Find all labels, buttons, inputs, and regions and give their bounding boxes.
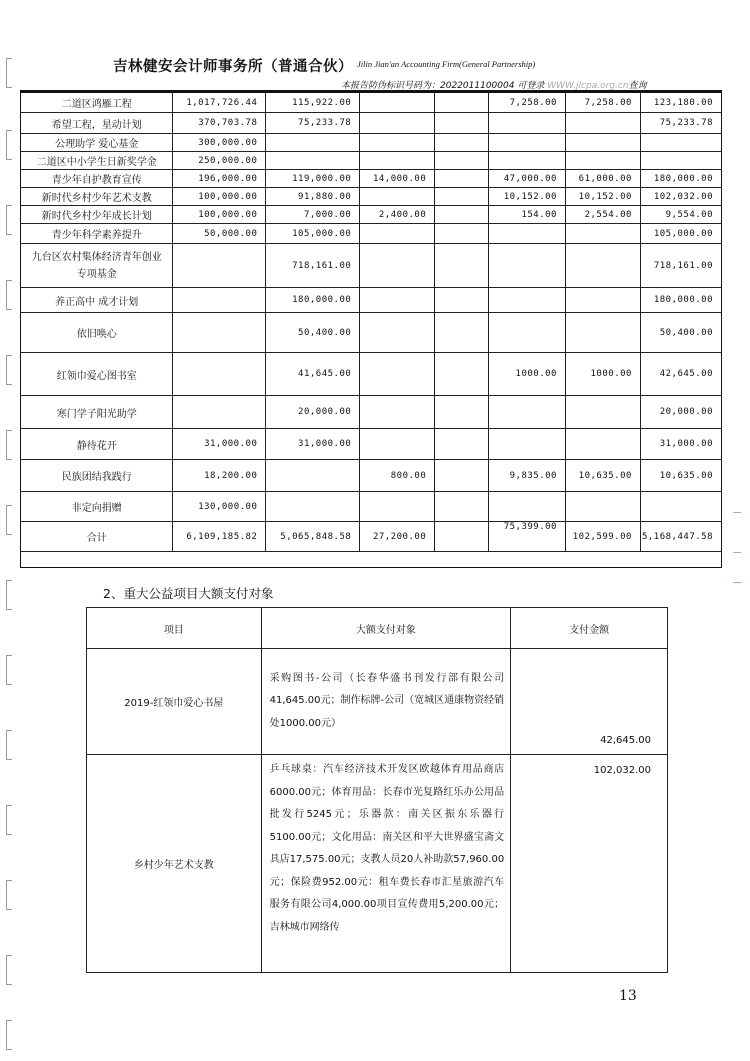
cell-c3 bbox=[360, 93, 435, 113]
cell-c4 bbox=[435, 353, 489, 396]
cell-c1 bbox=[173, 288, 266, 313]
cell-c4 bbox=[435, 134, 489, 152]
cell-c2 bbox=[266, 152, 360, 170]
cell-c3: 800.00 bbox=[360, 460, 435, 492]
cell-c4 bbox=[435, 429, 489, 460]
cell-c7 bbox=[640, 152, 721, 170]
cell-c6: 10,152.00 bbox=[565, 188, 640, 206]
cell-c2: 5,065,848.58 bbox=[266, 522, 360, 552]
cell-c4 bbox=[435, 396, 489, 429]
header-payee: 大额支付对象 bbox=[261, 608, 511, 649]
cell-c2: 31,000.00 bbox=[266, 429, 360, 460]
cell-c3: 2,400.00 bbox=[360, 206, 435, 224]
red-mark: — bbox=[733, 548, 742, 558]
cell-c1: 50,000.00 bbox=[173, 224, 266, 244]
cell-c2: 718,161.00 bbox=[266, 244, 360, 288]
cell-c7: 75,233.78 bbox=[640, 113, 721, 134]
cell-c4 bbox=[435, 93, 489, 113]
cell-c4 bbox=[435, 170, 489, 188]
cell-c7: 123,180.00 bbox=[640, 93, 721, 113]
cell-c5 bbox=[489, 396, 566, 429]
cell-c7: 718,161.00 bbox=[640, 244, 721, 288]
payee-detail: 乒乓球桌：汽车经济技术开发区欧越体育用品商店6000.00元；体育用品：长春市光复路红乐办公用品批发行5245元；乐器款：南关区振东乐器行5100.00元；文化用品：南关区和平大世界盛宝斋文具店17,575.00元；支教人员20人补助款57,960.00元；保险费952.00元：租车费长春市汇星旅游汽车服务有限公司4,000.00项目宣传费用5,200.00元；吉林城市网络传 bbox=[261, 755, 511, 973]
cell-c7: 180,000.00 bbox=[640, 288, 721, 313]
cell-c6 bbox=[565, 492, 640, 522]
cell-c4 bbox=[435, 313, 489, 353]
cell-c2: 105,000.00 bbox=[266, 224, 360, 244]
cell-c1: 6,109,185.82 bbox=[173, 522, 266, 552]
cell-c6: 2,554.00 bbox=[565, 206, 640, 224]
cell-c5 bbox=[489, 313, 566, 353]
cell-c5 bbox=[489, 134, 566, 152]
cell-c6: 1000.00 bbox=[565, 353, 640, 396]
project-name: 希望工程，星动计划 bbox=[21, 113, 173, 134]
page-number: 13 bbox=[619, 988, 637, 1004]
cell-c6 bbox=[565, 134, 640, 152]
cell-c5 bbox=[489, 288, 566, 313]
cell-c4 bbox=[435, 224, 489, 244]
cell-c7: 20,000.00 bbox=[640, 396, 721, 429]
table-row bbox=[21, 170, 722, 188]
cell-c4 bbox=[435, 288, 489, 313]
cell-c1: 300,000.00 bbox=[173, 134, 266, 152]
payment-table bbox=[86, 607, 668, 973]
cell-c1: 370,703.78 bbox=[173, 113, 266, 134]
cell-c5: 47,000.00 bbox=[489, 170, 566, 188]
cell-c6 bbox=[565, 152, 640, 170]
cell-c5 bbox=[489, 113, 566, 134]
project-name: 乡村少年艺术支教 bbox=[87, 755, 262, 973]
cell-c7: 180,000.00 bbox=[640, 170, 721, 188]
cell-c1 bbox=[173, 313, 266, 353]
anti-url[interactable]: WWW.jlcpa.org.cn bbox=[547, 81, 629, 91]
cell-c1: 100,000.00 bbox=[173, 188, 266, 206]
amount: 42,645.00 bbox=[511, 649, 668, 755]
cell-c6: 102,599.00 bbox=[565, 522, 640, 552]
cell-c2 bbox=[266, 134, 360, 152]
cell-c1: 18,200.00 bbox=[173, 460, 266, 492]
project-name: 2019-红领巾爱心书屋 bbox=[87, 649, 262, 755]
cell-c3 bbox=[360, 288, 435, 313]
cell-c2: 50,400.00 bbox=[266, 313, 360, 353]
table-row bbox=[87, 649, 668, 755]
cell-c3 bbox=[360, 492, 435, 522]
binding-marks bbox=[0, 0, 18, 1061]
table-row bbox=[21, 188, 722, 206]
table-row bbox=[21, 492, 722, 522]
table-row bbox=[21, 206, 722, 224]
cell-c7 bbox=[640, 492, 721, 522]
project-name: 红领巾爱心图书室 bbox=[21, 353, 173, 396]
cell-c3 bbox=[360, 353, 435, 396]
cell-c6: 10,635.00 bbox=[565, 460, 640, 492]
cell-c7: 105,000.00 bbox=[640, 224, 721, 244]
cell-c4 bbox=[435, 206, 489, 224]
cell-c6 bbox=[565, 113, 640, 134]
project-name: 二道区鸿雁工程 bbox=[21, 93, 173, 113]
cell-c1: 1,017,726.44 bbox=[173, 93, 266, 113]
cell-c5: 10,152.00 bbox=[489, 188, 566, 206]
header-amount: 支付金额 bbox=[511, 608, 668, 649]
project-name: 养正高中 成才计划 bbox=[21, 288, 173, 313]
cell-c6 bbox=[565, 288, 640, 313]
cell-c7: 10,635.00 bbox=[640, 460, 721, 492]
cell-c5: 9,835.00 bbox=[489, 460, 566, 492]
cell-c2: 75,233.78 bbox=[266, 113, 360, 134]
table-row bbox=[21, 396, 722, 429]
cell-c1 bbox=[173, 244, 266, 288]
cell-c3 bbox=[360, 134, 435, 152]
cell-c3 bbox=[360, 396, 435, 429]
cell-c4 bbox=[435, 113, 489, 134]
cell-c3: 14,000.00 bbox=[360, 170, 435, 188]
cell-c3 bbox=[360, 188, 435, 206]
cell-c1: 100,000.00 bbox=[173, 206, 266, 224]
cell-c5: 7,258.00 bbox=[489, 93, 566, 113]
table-row bbox=[21, 353, 722, 396]
firm-name-cn: 吉林健安会计师事务所（普通合伙） bbox=[113, 59, 353, 75]
header-project: 项目 bbox=[87, 608, 262, 649]
red-mark: — bbox=[733, 578, 742, 588]
project-name: 九台区农村集体经济青年创业专项基金 bbox=[21, 244, 173, 288]
cell-c2: 20,000.00 bbox=[266, 396, 360, 429]
cell-c3 bbox=[360, 244, 435, 288]
cell-c5: 75,399.00 bbox=[489, 522, 566, 552]
cell-c5 bbox=[489, 492, 566, 522]
cell-c1: 250,000.00 bbox=[173, 152, 266, 170]
red-mark: — bbox=[733, 508, 742, 518]
cell-c3 bbox=[360, 313, 435, 353]
cell-c3 bbox=[360, 152, 435, 170]
cell-c1: 130,000.00 bbox=[173, 492, 266, 522]
cell-c6 bbox=[565, 244, 640, 288]
cell-c6 bbox=[565, 396, 640, 429]
expenditure-table bbox=[20, 92, 722, 552]
cell-c6 bbox=[565, 429, 640, 460]
project-name: 新时代乡村少年艺术支教 bbox=[21, 188, 173, 206]
cell-c6: 61,000.00 bbox=[565, 170, 640, 188]
project-name: 合计 bbox=[21, 522, 173, 552]
table-row bbox=[21, 244, 722, 288]
cell-c4 bbox=[435, 460, 489, 492]
cell-c5: 1000.00 bbox=[489, 353, 566, 396]
cell-c3 bbox=[360, 429, 435, 460]
project-name: 青少年科学素养提升 bbox=[21, 224, 173, 244]
table-row bbox=[21, 93, 722, 113]
anti-label: 本报告防伪标识号码为： bbox=[341, 81, 441, 91]
payee-detail: 采购图书-公司（长春华盛书刊发行部有限公司41,645.00元；制作标牌-公司（宽城区通康物资经销处1000.00元） bbox=[261, 649, 511, 755]
cell-c7: 5,168,447.58 bbox=[640, 522, 721, 552]
project-name: 静待花开 bbox=[21, 429, 173, 460]
anti-mid: 可登录 bbox=[517, 81, 545, 91]
cell-c6 bbox=[565, 224, 640, 244]
cell-c1: 31,000.00 bbox=[173, 429, 266, 460]
cell-c4 bbox=[435, 244, 489, 288]
cell-c5 bbox=[489, 244, 566, 288]
table-row bbox=[21, 152, 722, 170]
cell-c3 bbox=[360, 113, 435, 134]
cell-c2: 41,645.00 bbox=[266, 353, 360, 396]
table-row bbox=[21, 429, 722, 460]
project-name: 民族团结我践行 bbox=[21, 460, 173, 492]
firm-name-en: Jilin Jian'an Accounting Firm(General Partnership) bbox=[357, 59, 536, 69]
cell-c1 bbox=[173, 396, 266, 429]
cell-c7: 42,645.00 bbox=[640, 353, 721, 396]
project-name: 非定向捐赠 bbox=[21, 492, 173, 522]
cell-c5 bbox=[489, 429, 566, 460]
anti-end: 查询 bbox=[628, 81, 647, 91]
cell-c2 bbox=[266, 492, 360, 522]
cell-c3: 27,200.00 bbox=[360, 522, 435, 552]
cell-c2 bbox=[266, 460, 360, 492]
cell-c7: 50,400.00 bbox=[640, 313, 721, 353]
cell-c4 bbox=[435, 152, 489, 170]
table-row bbox=[21, 224, 722, 244]
table-row bbox=[21, 460, 722, 492]
cell-c4 bbox=[435, 188, 489, 206]
project-name: 二道区中小学生日新奖学金 bbox=[21, 152, 173, 170]
cell-c7: 9,554.00 bbox=[640, 206, 721, 224]
table-row bbox=[21, 522, 722, 552]
cell-c4 bbox=[435, 492, 489, 522]
anti-code: 2022011100004 bbox=[440, 81, 515, 91]
cell-c7: 31,000.00 bbox=[640, 429, 721, 460]
cell-c1: 196,000.00 bbox=[173, 170, 266, 188]
cell-c6 bbox=[565, 313, 640, 353]
table-row bbox=[21, 134, 722, 152]
table-row bbox=[87, 755, 668, 973]
cell-c6: 7,258.00 bbox=[565, 93, 640, 113]
cell-c7 bbox=[640, 134, 721, 152]
project-name: 新时代乡村少年成长计划 bbox=[21, 206, 173, 224]
amount: 102,032.00 bbox=[511, 755, 668, 973]
cell-c2: 180,000.00 bbox=[266, 288, 360, 313]
table-row bbox=[21, 313, 722, 353]
cell-c2: 115,922.00 bbox=[266, 93, 360, 113]
cell-c5 bbox=[489, 152, 566, 170]
cell-c2: 91,880.00 bbox=[266, 188, 360, 206]
cell-c5 bbox=[489, 224, 566, 244]
project-name: 公理助学 爱心基金 bbox=[21, 134, 173, 152]
table-row bbox=[21, 288, 722, 313]
cell-c5: 154.00 bbox=[489, 206, 566, 224]
cell-c2: 7,000.00 bbox=[266, 206, 360, 224]
cell-c1 bbox=[173, 353, 266, 396]
table-row bbox=[21, 113, 722, 134]
project-name: 依旧唤心 bbox=[21, 313, 173, 353]
project-name: 青少年自护教育宣传 bbox=[21, 170, 173, 188]
project-name: 寒门学子阳光助学 bbox=[21, 396, 173, 429]
cell-c4 bbox=[435, 522, 489, 552]
section-title: 2、重大公益项目大额支付对象 bbox=[103, 586, 274, 601]
cell-c2: 119,000.00 bbox=[266, 170, 360, 188]
cell-c3 bbox=[360, 224, 435, 244]
cell-c7: 102,032.00 bbox=[640, 188, 721, 206]
